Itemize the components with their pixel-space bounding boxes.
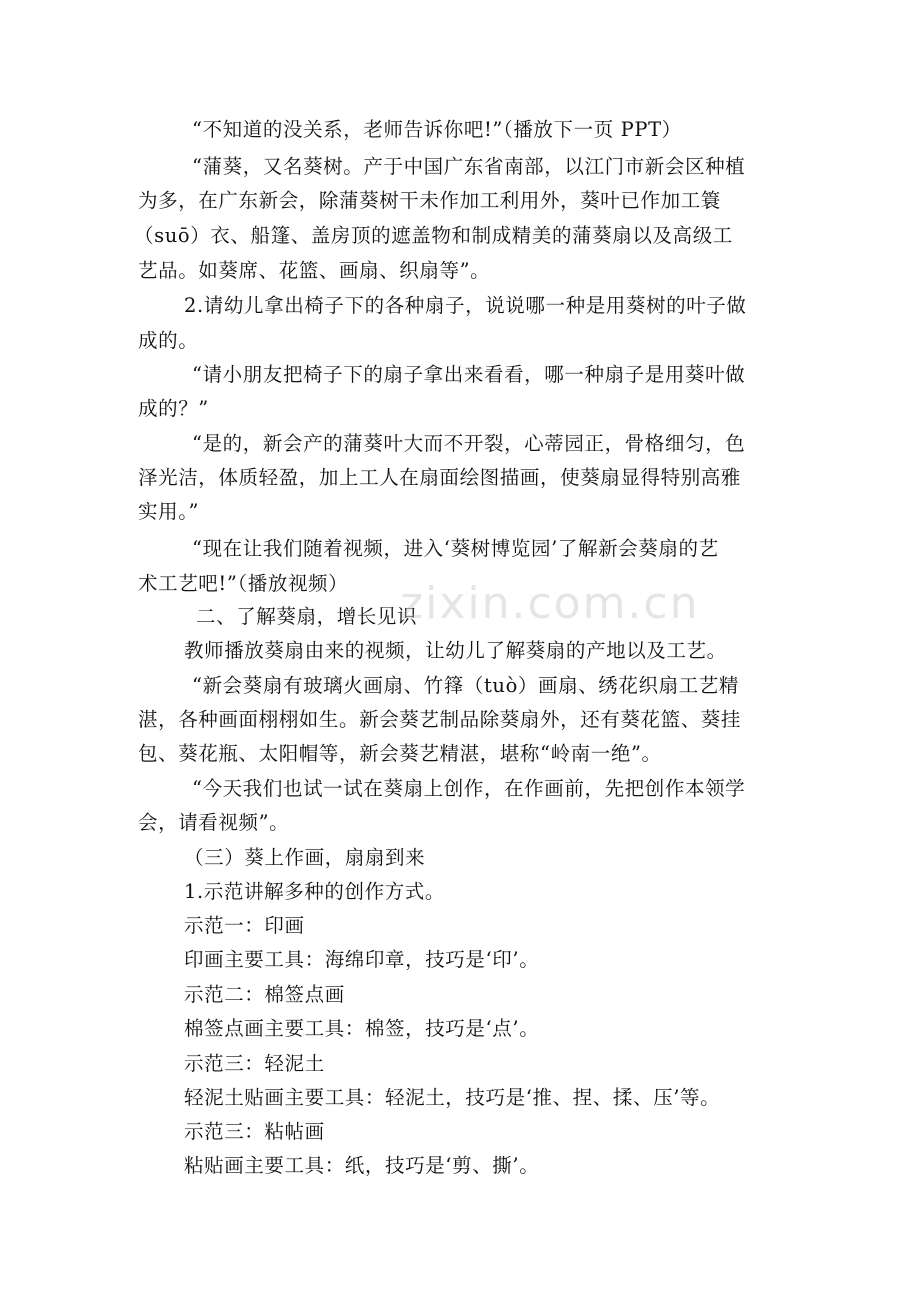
paragraph-line: 包、葵花瓶、太阳帽等，新会葵艺精湛，堪称“岭南一绝”。 <box>138 742 662 765</box>
paragraph-line: 实用。” <box>138 500 200 523</box>
paragraph-line: 示范一：印画 <box>184 914 305 937</box>
paragraph-line: 成的？” <box>138 397 209 420</box>
paragraph-line: 示范二：棉签点画 <box>184 983 345 1006</box>
paragraph-line: 1.示范讲解多种的创作方式。 <box>184 880 446 903</box>
paragraph-line: 2.请幼儿拿出椅子下的各种扇子，说说哪一种是用葵树的叶子做 <box>184 294 747 317</box>
paragraph-line: “今天我们也试一试在葵扇上创作，在作画前，先把创作本领学 <box>192 777 746 800</box>
paragraph-line: 会，请看视频”。 <box>138 811 290 834</box>
paragraph-line: 示范三：粘帖画 <box>184 1120 325 1143</box>
paragraph-line: 艺品。如葵席、花篮、画扇、织扇等”。 <box>138 259 491 282</box>
watermark: zixin.com.cn <box>400 578 700 629</box>
paragraph-line: 泽光洁，体质轻盈，加上工人在扇面绘图描画，使葵扇显得特别高雅 <box>138 466 742 489</box>
paragraph-line: （suō）衣、船篷、盖房顶的遮盖物和制成精美的蒲葵扇以及高级工 <box>134 224 733 247</box>
paragraph-line: “蒲葵，又名葵树。产于中国广东省南部，以江门市新会区种植 <box>192 155 746 178</box>
paragraph-line: 湛，各种画面栩栩如生。新会葵艺制品除葵扇外，还有葵花篮、葵挂 <box>138 708 742 731</box>
paragraph-line: 为多，在广东新会，除蒲葵树干未作加工利用外，葵叶已作加工簑 <box>138 189 721 212</box>
section-heading: （三）葵上作画，扇扇到来 <box>184 846 426 869</box>
section-heading: 二、了解葵扇，增长见识 <box>196 605 418 628</box>
paragraph-line: 粘贴画主要工具：纸，技巧是‘剪、撕’。 <box>184 1154 540 1177</box>
paragraph-line: “新会葵扇有玻璃火画扇、竹箨（tuò）画扇、绣花织扇工艺精 <box>192 674 740 697</box>
paragraph-line: “请小朋友把椅子下的扇子拿出来看看，哪一种扇子是用葵叶做 <box>192 363 746 386</box>
paragraph-line: “现在让我们随着视频，进入‘葵树博览园’了解新会葵扇的艺 <box>192 537 719 560</box>
paragraph-line: 棉签点画主要工具：棉签，技巧是‘点’。 <box>184 1017 540 1040</box>
paragraph-line: 轻泥土贴画主要工具：轻泥土，技巧是‘推、捏、揉、压’等。 <box>184 1086 721 1109</box>
paragraph-line: “不知道的没关系，老师告诉你吧!”（播放下一页 PPT） <box>192 118 682 141</box>
paragraph-line: 教师播放葵扇由来的视频，让幼儿了解葵扇的产地以及工艺。 <box>184 639 727 662</box>
paragraph-line: 示范三：轻泥土 <box>184 1052 325 1075</box>
paragraph-line: 成的。 <box>138 329 199 352</box>
paragraph-line: “是的，新会产的蒲葵叶大而不开裂，心蒂园正，骨格细匀，色 <box>192 432 746 455</box>
paragraph-line: 术工艺吧!”（播放视频） <box>138 572 349 595</box>
paragraph-line: 印画主要工具：海绵印章，技巧是‘印’。 <box>184 948 540 971</box>
